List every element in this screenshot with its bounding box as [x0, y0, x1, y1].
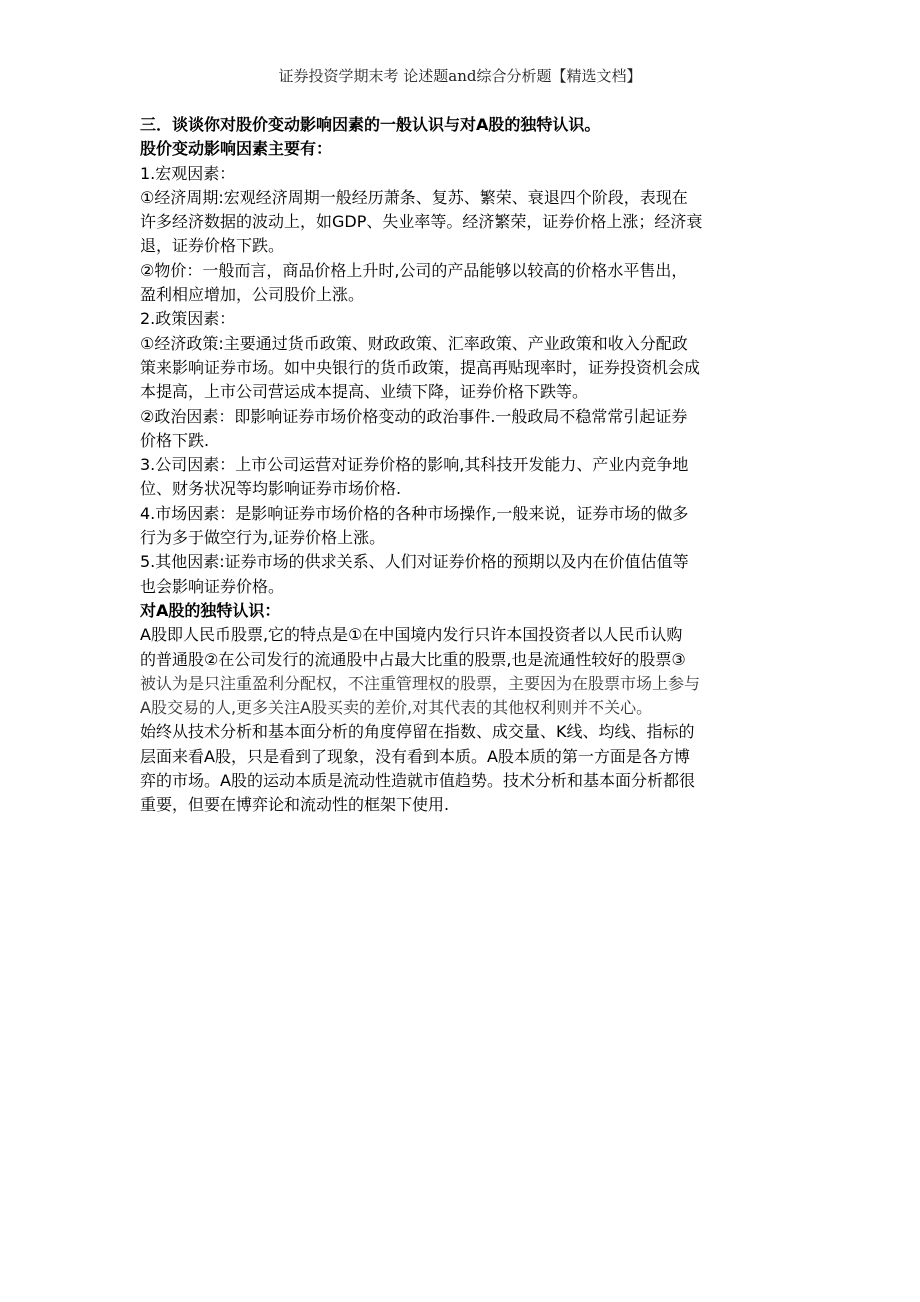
text-line: 许多经济数据的波动上，如GDP、失业率等。经济繁荣，证券价格上涨；经济衰 — [140, 212, 703, 232]
text-line: 重要，但要在博弈论和流动性的框架下使用. — [140, 795, 450, 815]
text-line: ①经济政策:主要通过货币政策、财政政策、汇率政策、产业政策和收入分配政 — [140, 333, 688, 353]
text-line: 3.公司因素：上市公司运营对证券价格的影响,其科技开发能力、产业内竞争地 — [140, 455, 689, 475]
text-line: 弈的市场。A股的运动本质是流动性造就市值趋势。技术分析和基本面分析都很 — [140, 771, 695, 791]
text-line: 位、财务状况等均影响证券市场价格. — [140, 479, 402, 499]
text-line: 的普通股②在公司发行的流通股中占最大比重的股票,也是流通性较好的股票③ — [140, 649, 686, 669]
text-line: 5.其他因素:证券市场的供求关系、人们对证券价格的预期以及内在价值估值等 — [140, 552, 689, 572]
text-line: A股即人民币股票,它的特点是①在中国境内发行只许本国投资者以人民币认购 — [140, 625, 683, 645]
text-line: 层面来看A股，只是看到了现象，没有看到本质。A股本质的第一方面是各方博 — [140, 746, 690, 766]
section-heading-line: 三．谈谈你对股价变动影响因素的一般认识与对A股的独特认识。 — [140, 115, 601, 134]
text-line: 2.政策因素： — [140, 309, 236, 329]
text-line: 策来影响证券市场。如中央银行的货币政策，提高再贴现率时，证券投资机会成 — [140, 357, 701, 377]
text-line: 本提高，上市公司营运成本提高、业绩下降，证券价格下跌等。 — [140, 382, 589, 402]
text-line: 1.宏观因素： — [140, 163, 236, 183]
page-header-title: 证券投资学期末考 论述题and综合分析题【精选文档】 — [278, 67, 642, 85]
text-line: ①经济周期:宏观经济周期一般经历萧条、复苏、繁荣、衰退四个阶段，表现在 — [140, 187, 688, 207]
text-line: 退，证券价格下跌。 — [140, 236, 285, 256]
text-line: 被认为是只注重盈利分配权，不注重管理权的股票，主要因为在股票市场上参与 — [140, 673, 701, 693]
text-line: 价格下跌. — [140, 430, 210, 450]
text-line: 行为多于做空行为,证券价格上涨。 — [140, 528, 386, 548]
text-line: A股交易的人,更多关注A股买卖的差价,对其代表的其他权利则并不关心。 — [140, 698, 653, 718]
text-line: 盈利相应增加，公司股价上涨。 — [140, 285, 365, 305]
text-line: ②物价：一般而言，商品价格上升时,公司的产品能够以较高的价格水平售出， — [140, 260, 688, 280]
text-line: ②政治因素：即影响证券市场价格变动的政治事件.一般政局不稳常常引起证券 — [140, 406, 688, 426]
text-line: 始终从技术分析和基本面分析的角度停留在指数、成交量、K线、均线、指标的 — [140, 722, 695, 742]
text-line: 也会影响证券价格。 — [140, 576, 285, 596]
document-body — [140, 113, 780, 818]
section-heading-line: 股价变动影响因素主要有： — [140, 139, 333, 159]
section-heading-line: 对A股的独特认识： — [140, 600, 281, 620]
text-line: 4.市场因素：是影响证券市场价格的各种市场操作,一般来说，证券市场的做多 — [140, 503, 689, 523]
